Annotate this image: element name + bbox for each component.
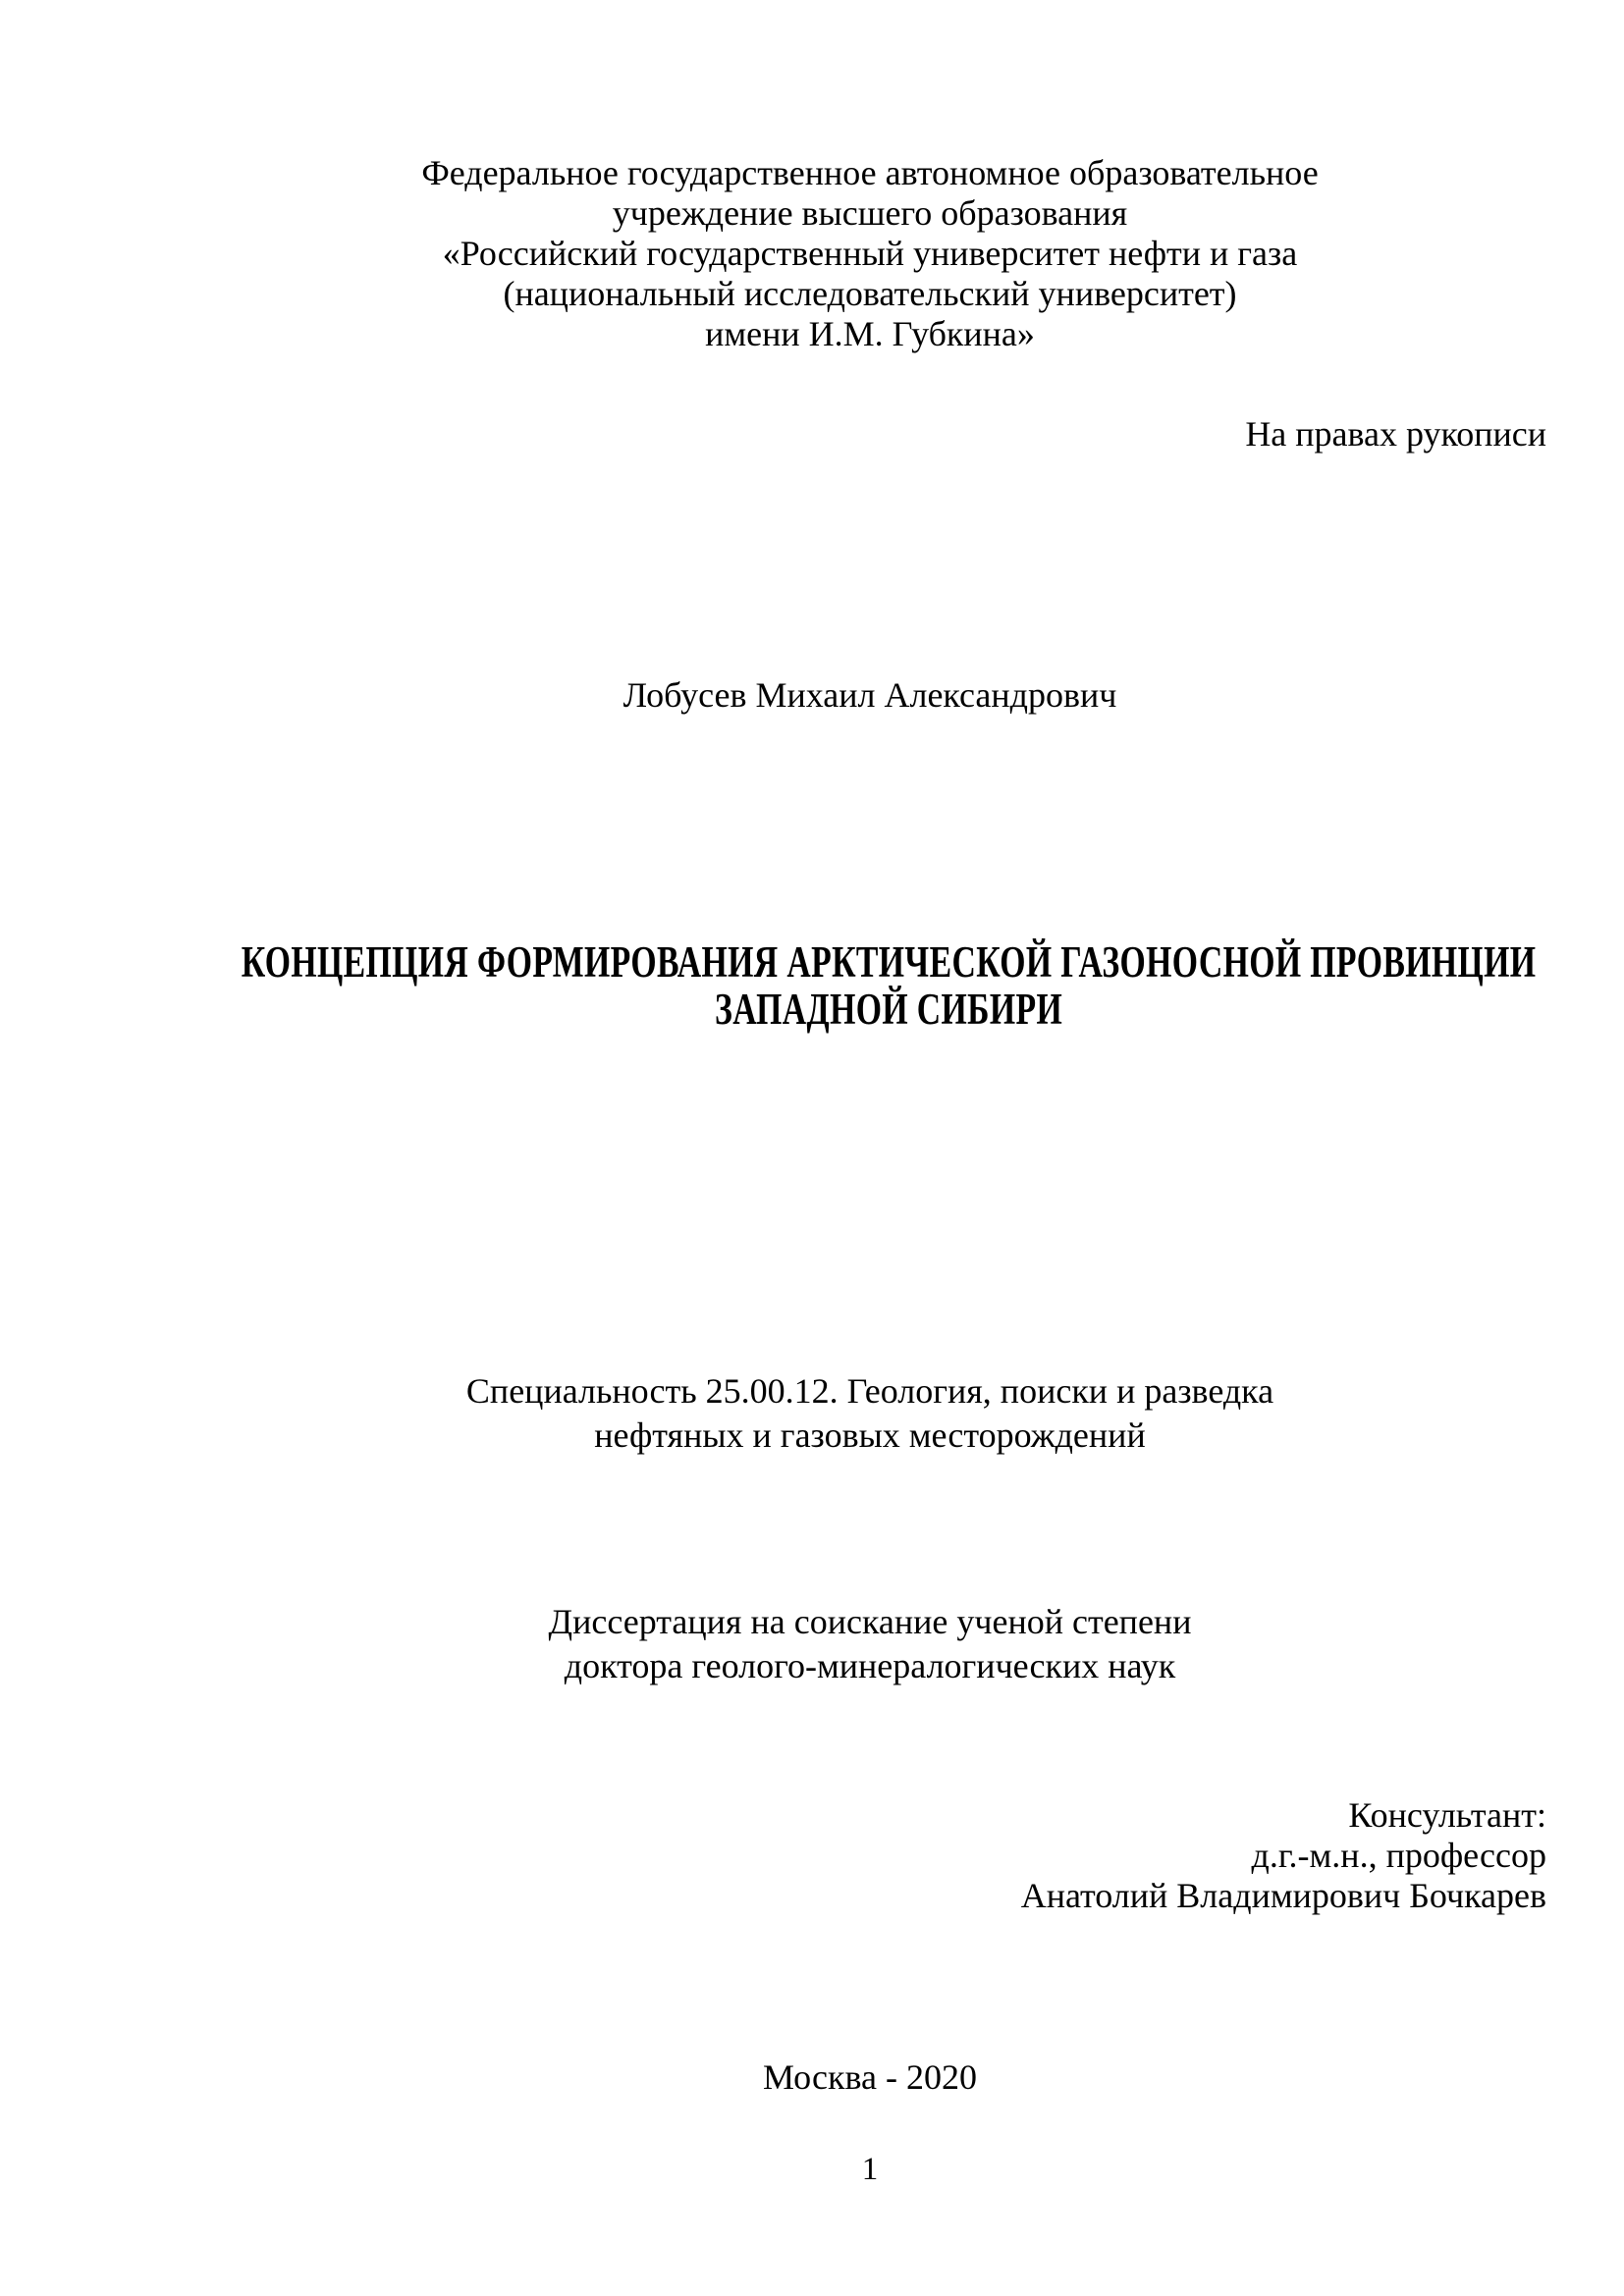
institution-line: учреждение высшего образования (612, 193, 1128, 233)
institution-line: имени И.М. Губкина» (705, 314, 1035, 353)
degree-line: Диссертация на соискание ученой степени (548, 1602, 1192, 1641)
consultant-degree: д.г.-м.н., профессор (1251, 1836, 1546, 1875)
dissertation-title-row (232, 986, 1546, 1033)
specialty-line: нефтяных и газовых месторождений (594, 1415, 1146, 1455)
dissertation-title-line: ЗАПАДНОЙ СИБИРИ (715, 985, 1063, 1034)
degree-pursuit-statement (232, 1600, 1508, 1688)
institution-line: (национальный исследовательский университет) (503, 274, 1237, 313)
specialty-designation (232, 1369, 1508, 1458)
institution-line: «Российский государственный университет нефти и газа (442, 234, 1298, 273)
dissertation-title-line: КОНЦЕПЦИЯ ФОРМИРОВАНИЯ АРКТИЧЕСКОЙ ГАЗОНОСНОЙ ПРОВИНЦИИ (242, 937, 1537, 987)
dissertation-title (232, 938, 1546, 1033)
degree-line: доктора геолого-минералогических наук (564, 1646, 1176, 1685)
institution-name (232, 153, 1508, 354)
consultant-block (232, 1795, 1546, 1916)
city-year: Москва - 2020 (763, 2057, 977, 2097)
author-name: Лобусев Михаил Александрович (623, 675, 1117, 715)
consultant-label: Консультант: (1348, 1795, 1546, 1835)
dissertation-title-row (232, 938, 1546, 986)
institution-line: Федеральное государственное автономное образовательное (421, 153, 1319, 192)
consultant-name: Анатолий Владимирович Бочкарев (1020, 1876, 1546, 1915)
page-number: 1 (861, 2152, 879, 2187)
specialty-line: Специальность 25.00.12. Геология, поиски и разведка (465, 1371, 1274, 1411)
manuscript-rights-note: На правах рукописи (1245, 414, 1546, 454)
